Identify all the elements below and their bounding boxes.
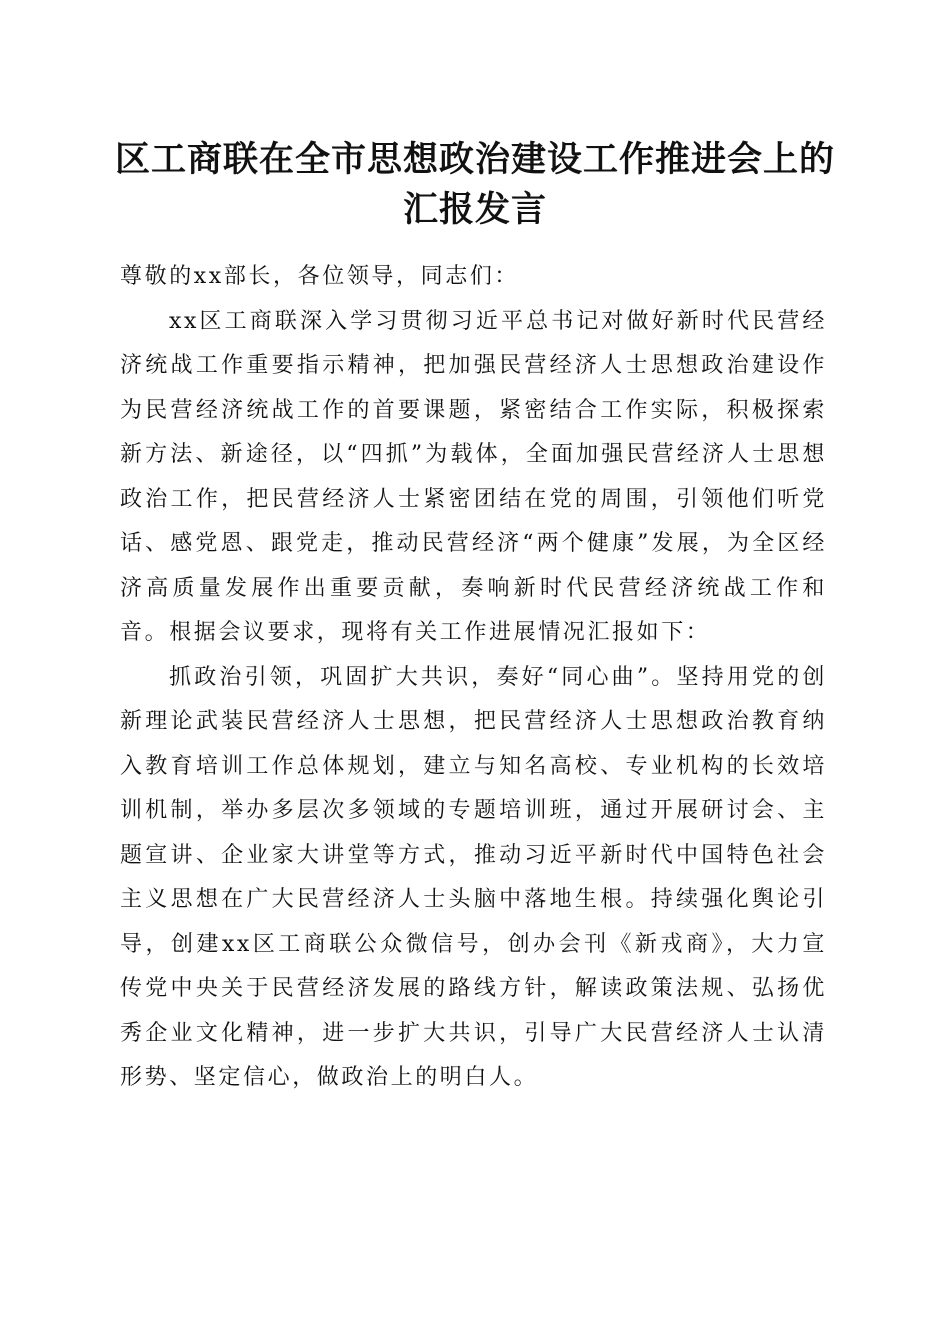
paragraph-intro: xx区工商联深入学习贯彻习近平总书记对做好新时代民营经济统战工作重要指示精神，把加强民营经济人士思想政治建设作为民营经济统战工作的首要课题，紧密结合工作实际，积极探索新方法、新途径，以“四抓”为载体，全面加强民营经济人士思想政治工作，把民营经济人士紧密团结在党的周围，引领他们听党话、感党恩、跟党走，推动民营经济“两个健康”发展，为全区经济高质量发展作出重要贡献，奏响新时代民营经济统战工作和音。根据会议要求，现将有关工作进展情况汇报如下： (120, 308, 827, 645)
salutation: 尊敬的xx部长，各位领导，同志们： (120, 264, 520, 289)
document-title (100, 135, 850, 235)
title-line-1: 区工商联在全市思想政治建设工作推进会上的 (114, 139, 835, 180)
title-line-2: 汇报发言 (402, 189, 547, 230)
paragraph-political-guidance: 抓政治引领，巩固扩大共识，奏好“同心曲”。坚持用党的创新理论武装民营经济人士思想，把民营经济人士思想政治教育纳入教育培训工作总体规划，建立与知名高校、专业机构的长效培训机制，举办多层次多领域的专题培训班，通过开展研讨会、主题宣讲、企业家大讲堂等方式，推动习近平新时代中国特色社会主义思想在广大民营经济人士头脑中落地生根。持续强化舆论引导，创建xx区工商联公众微信号，创办会刊《新戎商》，大力宣传党中央关于民营经济发展的路线方针，解读政策法规、弘扬优秀企业文化精神，进一步扩大共识，引导广大民营经济人士认清形势、坚定信心，做政治上的明白人。 (120, 664, 827, 1090)
document-body (120, 255, 827, 1101)
